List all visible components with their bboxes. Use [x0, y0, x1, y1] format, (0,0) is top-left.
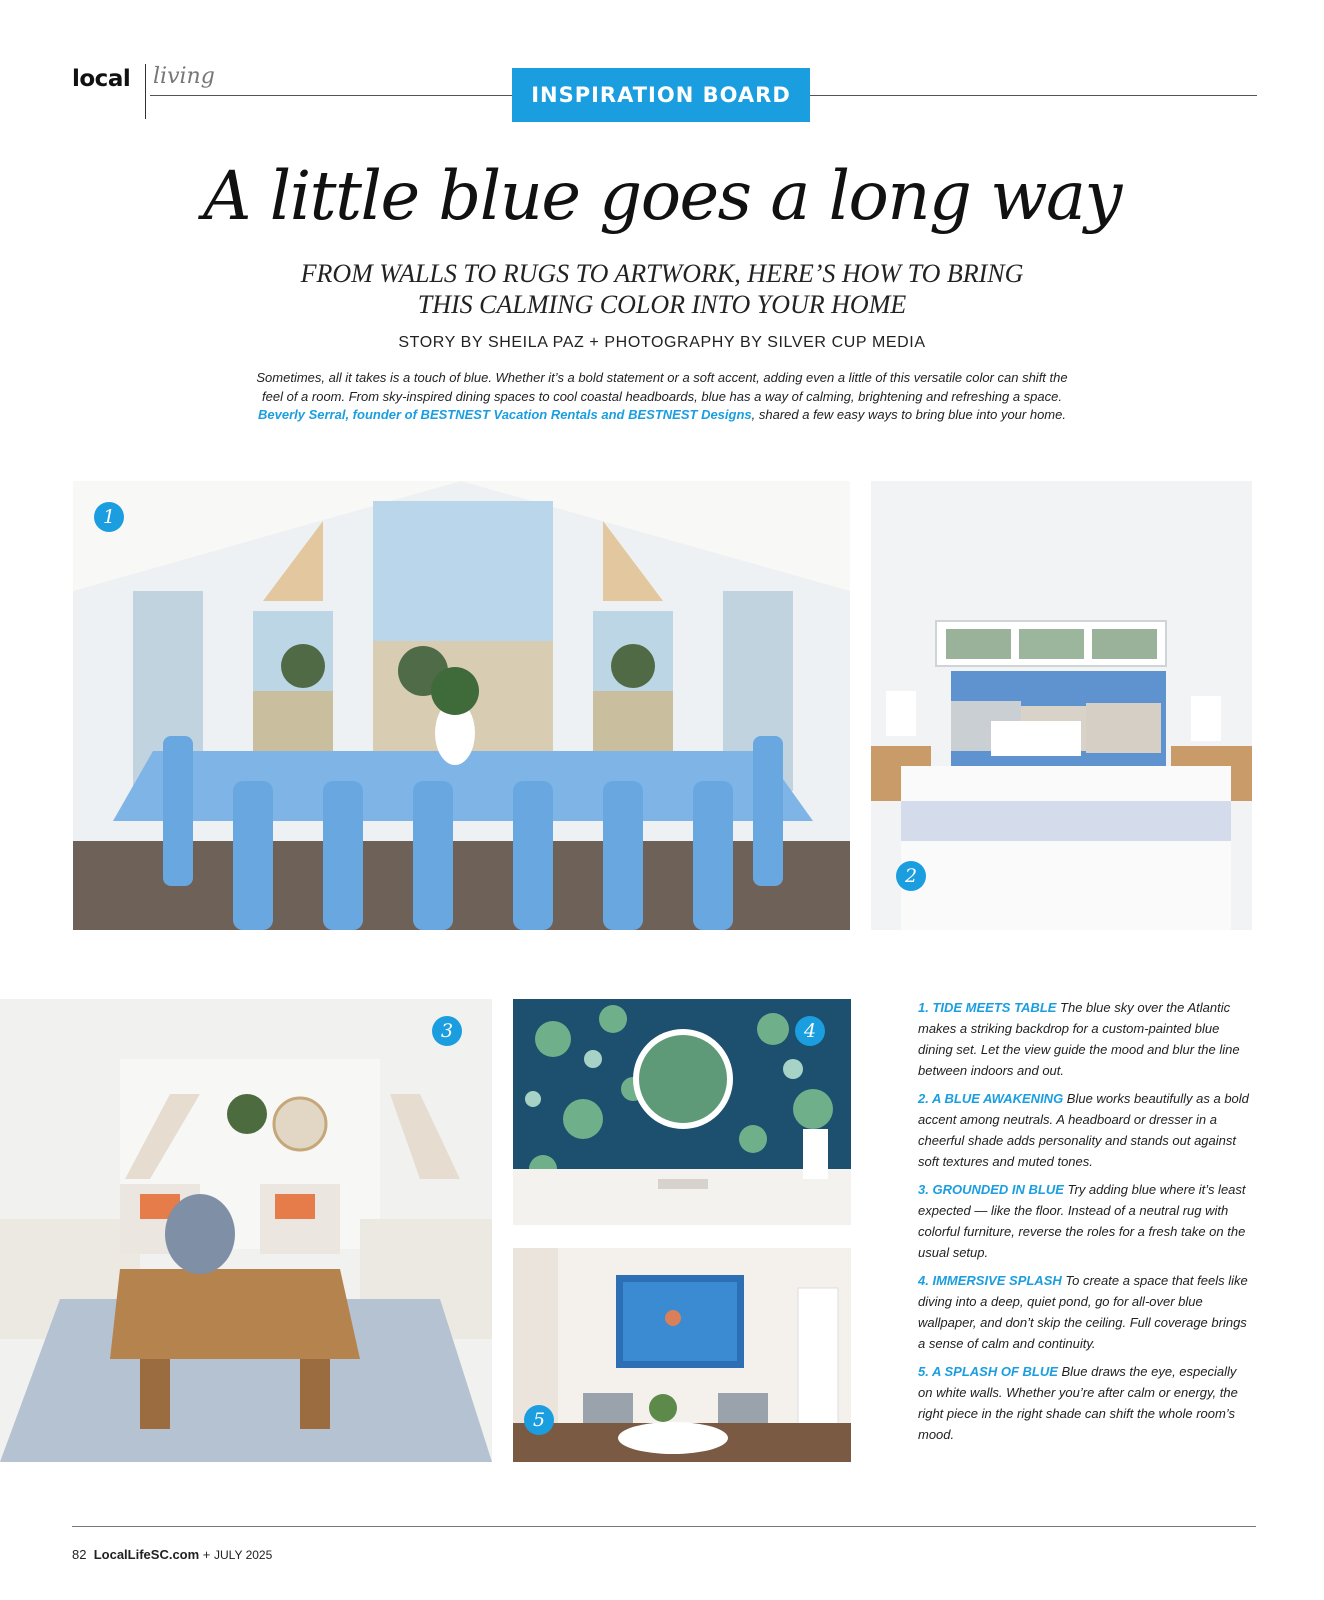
- caption-title: 2. A BLUE AWAKENING: [918, 1091, 1064, 1106]
- footer-site-link[interactable]: LocalLifeSC.com: [93, 1547, 200, 1562]
- intro-line: feel of a room. From sky-inspired dining spaces to cool coastal headboards, blue has a way of calming, brightening and refreshing a space.: [262, 388, 1062, 404]
- caption-item: [918, 1270, 1253, 1354]
- caption-item: [918, 997, 1253, 1081]
- byline: STORY BY SHEILA PAZ + PHOTOGRAPHY BY SILVER CUP MEDIA: [398, 334, 926, 351]
- footer-rule: [72, 1526, 1256, 1527]
- photo-living-room: [0, 999, 492, 1462]
- photo-blue-wallpaper-bath: [513, 999, 851, 1225]
- intro-line: Sometimes, all it takes is a touch of blue. Whether it’s a bold statement or a soft accent, adding even a little of this versatile color can shift the: [256, 370, 1068, 385]
- photo-dining-room: [73, 481, 850, 930]
- section-tag: INSPIRATION BOARD: [512, 68, 810, 122]
- intro-paragraph: [195, 369, 1129, 425]
- caption-body: Blue works beautifully as a bold accent among neutrals. A headboard or dresser in a cheerful shade adds personality and stands out against soft textures and muted tones.: [918, 1091, 1249, 1169]
- caption-body: Try adding blue where it’s least expected — like the floor. Instead of a neutral rug with colorful furniture, reverse the roles for a fresh take on the usual setup.: [918, 1182, 1246, 1260]
- photo-bedroom: [871, 481, 1252, 930]
- caption-item: [918, 1088, 1253, 1172]
- page-footer: [72, 1547, 272, 1562]
- photo-number-badge: 2: [896, 861, 926, 891]
- issue-date: JULY 2025: [214, 1548, 273, 1562]
- caption-title: 5. A SPLASH OF BLUE: [918, 1364, 1058, 1379]
- caption-item: [918, 1361, 1253, 1445]
- photo-number-badge: 1: [94, 502, 124, 532]
- caption-item: [918, 1179, 1253, 1263]
- headline: A little blue goes a long way: [203, 157, 1121, 235]
- photo-number-badge: 5: [524, 1405, 554, 1435]
- brand-logo-local: local: [72, 66, 131, 92]
- caption-title: 1. TIDE MEETS TABLE: [918, 1000, 1057, 1015]
- caption-body: Blue draws the eye, especially on white walls. Whether you’re after calm or energy, the right piece in the right shade can shift the whole room’s mood.: [918, 1364, 1238, 1442]
- caption-title: 3. GROUNDED IN BLUE: [918, 1182, 1064, 1197]
- deck-line: THIS CALMING COLOR INTO YOUR HOME: [417, 290, 907, 319]
- intro-link[interactable]: Beverly Serral, founder of BESTNEST Vacation Rentals and BESTNEST Designs: [258, 407, 752, 422]
- deck: [0, 258, 1324, 320]
- photo-blue-artwork-room: [513, 1248, 851, 1462]
- photo-number-badge: 4: [795, 1016, 825, 1046]
- deck-line: FROM WALLS TO RUGS TO ARTWORK, HERE’S HOW TO BRING: [300, 259, 1024, 288]
- photo-number-badge: 3: [432, 1016, 462, 1046]
- caption-body: The blue sky over the Atlantic makes a striking backdrop for a custom-painted blue dining set. Let the view guide the mood and blur the line between indoors and out.: [918, 1000, 1240, 1078]
- photo-captions: [918, 997, 1253, 1445]
- caption-title: 4. IMMERSIVE SPLASH: [918, 1273, 1062, 1288]
- brand-divider: [145, 64, 146, 119]
- footer-separator: +: [202, 1547, 211, 1562]
- caption-body: To create a space that feels like diving into a deep, quiet pond, go for all-over blue wallpaper, and don’t skip the ceiling. Full coverage brings a sense of calm and continuity.: [918, 1273, 1248, 1351]
- intro-line: Beverly Serral, founder of BESTNEST Vacation Rentals and BESTNEST Designs, shared a few easy ways to bring blue into your home.: [258, 407, 1066, 422]
- brand-logo-living: living: [153, 64, 215, 89]
- page-number: 82: [72, 1547, 87, 1562]
